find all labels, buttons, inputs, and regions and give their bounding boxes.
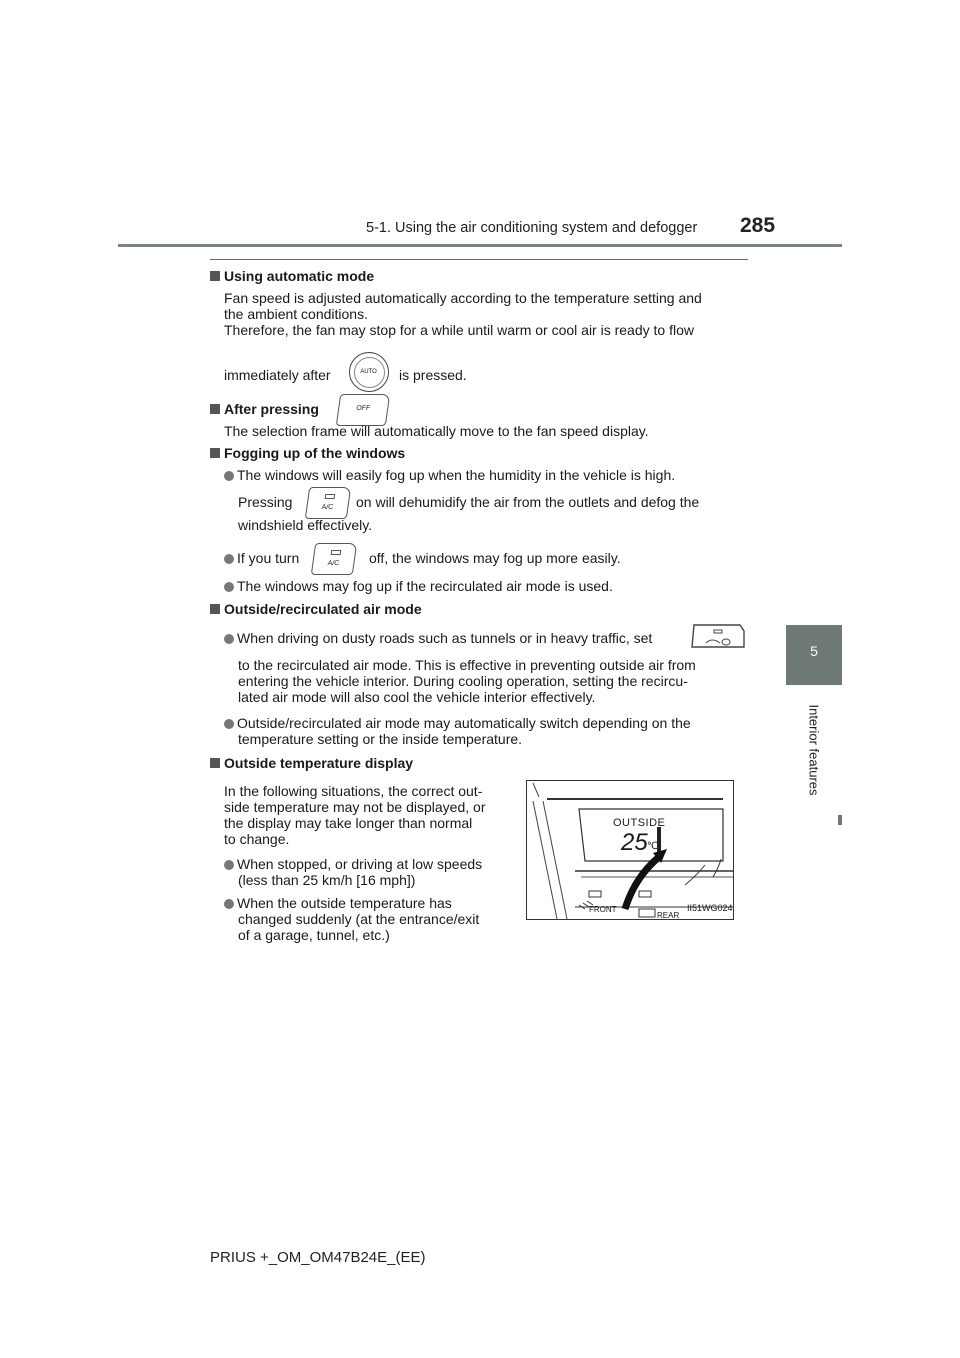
square-bullet-icon bbox=[210, 271, 220, 281]
footer-document-code: PRIUS +_OM_OM47B24E_(EE) bbox=[210, 1249, 426, 1266]
fogging-bullet-2: If you turn bbox=[224, 550, 299, 566]
content-rule bbox=[210, 259, 748, 260]
square-bullet-icon bbox=[210, 448, 220, 458]
square-bullet-icon bbox=[210, 604, 220, 614]
outside-temp-bullet-2: When the outside temperature has changed suddenly (at the entrance/exit of a garage, tunnel, etc.) bbox=[224, 895, 514, 943]
running-header-title: 5-1. Using the air conditioning system and defogger bbox=[366, 220, 698, 236]
ac-button-icon: A/C bbox=[311, 543, 357, 575]
automatic-after-button: is pressed. bbox=[399, 367, 467, 383]
fogging-bullet-2-after: off, the windows may fog up more easily. bbox=[369, 550, 621, 566]
fogging-bullet-1-line-1: The windows will easily fog up when the humidity in the vehicle is high. bbox=[224, 467, 748, 483]
section-heading-after-pressing: After pressing bbox=[210, 401, 319, 417]
automatic-paragraph: Fan speed is adjusted automatically according to the temperature setting and the ambient conditions. Therefore, the fan may stop for a while until warm or cool air is ready to flow bbox=[224, 290, 702, 338]
fogging-bullet-1-rest: on will dehumidify the air from the outlets and defog the bbox=[356, 494, 700, 510]
round-bullet-icon bbox=[224, 719, 234, 729]
rear-defog-label: REAR bbox=[657, 911, 680, 920]
section-heading-automatic: Using automatic mode bbox=[210, 268, 374, 284]
recirc-bullet-2: Outside/recirculated air mode may automatically switch depending on the temperature setting or the inside temperature. bbox=[224, 715, 748, 747]
page-number: 285 bbox=[740, 214, 776, 237]
recirc-bullet-1-line-1: When driving on dusty roads such as tunnels or in heavy traffic, set bbox=[224, 630, 652, 646]
chapter-label: Interior features bbox=[806, 704, 822, 796]
front-defog-label: FRONT bbox=[589, 905, 617, 914]
section-heading-fogging: Fogging up of the windows bbox=[210, 445, 405, 461]
round-bullet-icon bbox=[224, 860, 234, 870]
display-outside-label: OUTSIDE bbox=[613, 817, 666, 829]
round-bullet-icon bbox=[224, 471, 234, 481]
round-bullet-icon bbox=[224, 899, 234, 909]
square-bullet-icon bbox=[210, 758, 220, 768]
display-temperature: 25 bbox=[621, 829, 648, 856]
after-pressing-text: The selection frame will automatically move to the fan speed display. bbox=[224, 423, 649, 439]
fogging-bullet-1-line-3: windshield effectively. bbox=[238, 517, 373, 533]
display-unit: ℃ bbox=[647, 841, 659, 852]
ac-button-icon: A/C bbox=[305, 487, 351, 519]
outside-temp-intro: In the following situations, the correct out- side temperature may not be displayed, or the display may take longer than normal to change. bbox=[224, 783, 486, 847]
fan-off-button-icon: OFF bbox=[336, 394, 390, 426]
section-heading-recirc: Outside/recirculated air mode bbox=[210, 601, 422, 617]
recirc-bullet-1-rest: to the recirculated air mode. This is effective in preventing outside air from entering the vehicle interior. During cooling operation, setting the recircu- lated air mode will also cool the vehicle interior effectively. bbox=[238, 657, 696, 705]
round-bullet-icon bbox=[224, 554, 234, 564]
fogging-pressing: Pressing bbox=[238, 494, 293, 510]
recirc-button-icon bbox=[690, 621, 746, 651]
square-bullet-icon bbox=[210, 404, 220, 414]
automatic-before-button: immediately after bbox=[224, 367, 331, 383]
round-bullet-icon bbox=[224, 582, 234, 592]
figure-code: II51WG024 bbox=[687, 903, 733, 913]
section-heading-outside-temp: Outside temperature display bbox=[210, 755, 413, 771]
outside-temperature-figure bbox=[526, 780, 734, 920]
chapter-number: 5 bbox=[810, 643, 818, 659]
round-bullet-icon bbox=[224, 634, 234, 644]
auto-button-icon: AUTO bbox=[349, 352, 389, 392]
header-rule bbox=[118, 244, 842, 247]
fogging-bullet-3: The windows may fog up if the recirculated air mode is used. bbox=[224, 578, 613, 594]
outside-temp-bullet-1: When stopped, or driving at low speeds (less than 25 km/h [16 mph]) bbox=[224, 856, 514, 888]
